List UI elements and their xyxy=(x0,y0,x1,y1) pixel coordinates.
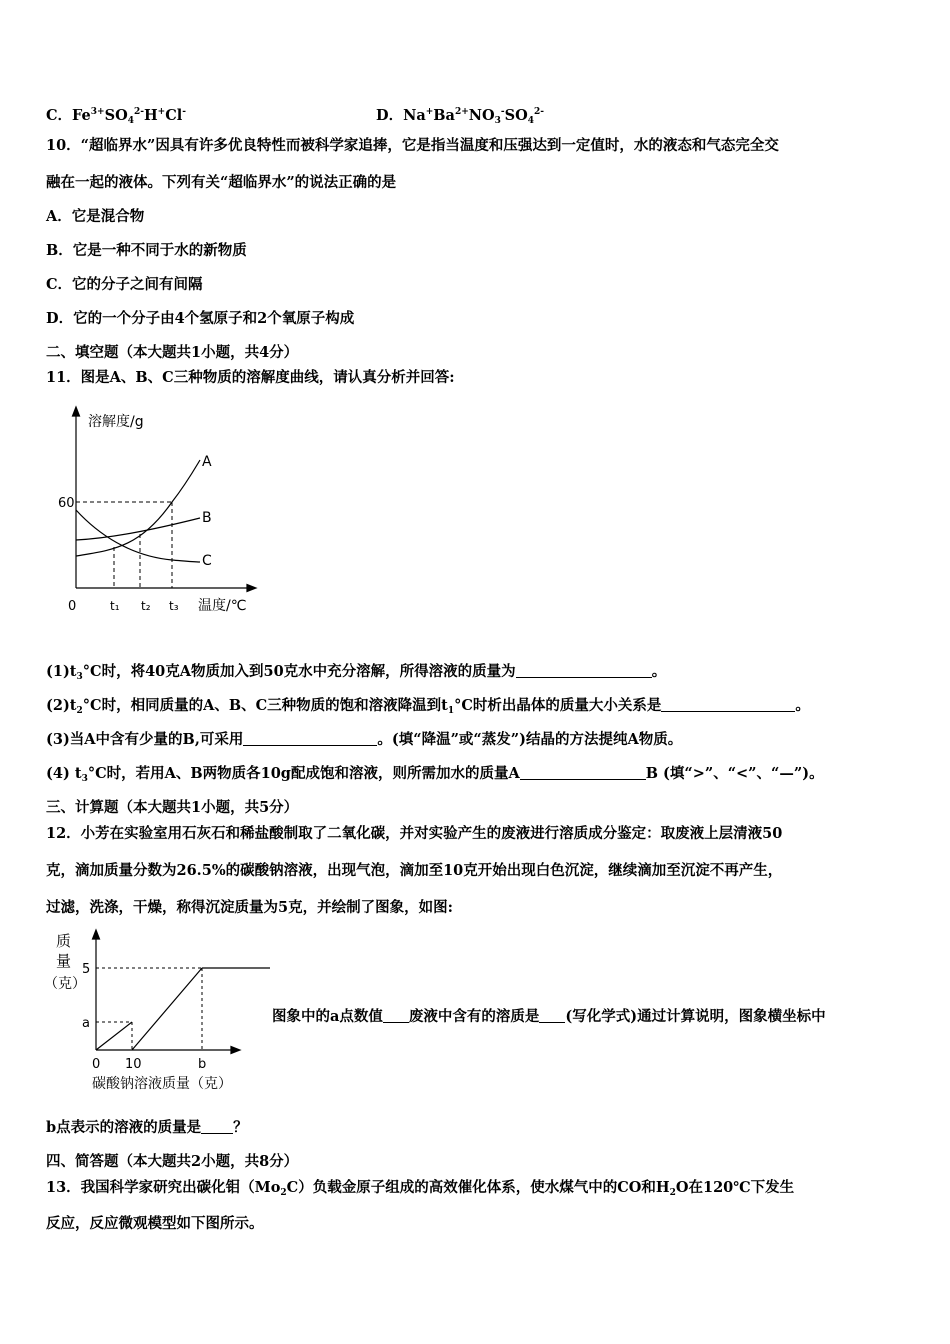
x-tick-t3: t₃ xyxy=(169,599,179,613)
section-heading-calculation: 三、计算题（本大题共1小题，共5分） xyxy=(46,799,299,816)
section-heading-fill-in: 二、填空题（本大题共1小题，共4分） xyxy=(46,344,299,361)
formula-subscript: 3 xyxy=(494,116,501,126)
x-axis-arrow xyxy=(247,585,256,592)
x-axis-arrow xyxy=(231,1047,240,1054)
formula-symbol: Cl xyxy=(165,107,183,124)
formula-symbol: NO xyxy=(468,107,495,124)
x-axis-label: 碳酸钠溶液质量（克） xyxy=(92,1076,232,1092)
q9-option-d xyxy=(376,104,544,125)
y-axis-label: 溶解度/g xyxy=(88,414,144,430)
q11-part-2: $(2)t_2^\circ C$时，相同质量的A、B、C三种物质的饱和溶液降温到$t_1^\circ C$时析出晶体的质量大小关系是 。 xyxy=(46,697,810,716)
formula-superscript: + xyxy=(157,107,166,117)
q13-stem-line2: 反应，反应微观模型如下图所示。 xyxy=(46,1215,264,1232)
formula-symbol: Fe xyxy=(72,107,91,124)
option-letter: D． xyxy=(376,107,404,124)
q10-option-d: D．它的一个分子由4个氢原子和2个氧原子构成 xyxy=(46,310,355,327)
q11-stem: 11．图是A、B、C三种物质的溶解度曲线，请认真分析并回答: xyxy=(46,369,455,386)
q10-option-c: C．它的分子之间有间隔 xyxy=(46,276,203,293)
formula-symbol: Na xyxy=(403,107,426,124)
formula-superscript: + xyxy=(425,107,434,117)
x-tick-b: b xyxy=(198,1057,207,1072)
formula-subscript: 4 xyxy=(527,116,535,126)
formula-symbol: SO xyxy=(104,107,128,124)
q12-stem-line3: 过滤，洗涤，干燥，称得沉淀质量为5克，并绘制了图象，如图: xyxy=(46,899,453,916)
formula-superscript: 2+ xyxy=(454,107,469,117)
formula-symbol: H xyxy=(143,107,158,124)
q12-stem-line1: 12．小芳在实验室用石灰石和稀盐酸制取了二氧化碳，并对实验产生的废液进行溶质成分鉴定：取废液上层清液50 xyxy=(46,825,783,842)
answer-blank[interactable] xyxy=(539,1008,565,1023)
q11-part-1: $(1)t_3^\circ C$时，将40克A物质加入到50克水中充分溶解，所得溶液的质量为 。 xyxy=(46,663,667,682)
y-axis-label-3: （克） xyxy=(44,976,86,992)
q10-stem-line2: 融在一起的液体。下列有关“超临界水”的说法正确的是 xyxy=(46,174,397,191)
x-tick-t1: t₁ xyxy=(110,599,120,613)
q12-stem-line2: 克，滴加质量分数为26.5%的碳酸钠溶液，出现气泡，滴加至10克开始出现白色沉淀，继续滴加至沉淀不再产生， xyxy=(46,862,783,879)
formula-symbol: SO xyxy=(504,107,528,124)
q12-side-text: 图象中的a点数值 废液中含有的溶质是 (写化学式)通过计算说明，图象横坐标中 xyxy=(272,1008,826,1025)
y-tick-5: 5 xyxy=(82,962,91,977)
q10-stem-line1: 10．“超临界水”因具有许多优良特性而被科学家追捧，它是指当温度和压强达到一定值时，水的液态和气态完全交 xyxy=(46,137,779,154)
answer-blank[interactable] xyxy=(661,697,795,712)
precipitate-mass-graph xyxy=(44,926,274,1098)
solubility-curve-graph xyxy=(52,404,264,620)
x-tick-t2: t₂ xyxy=(141,599,151,613)
y-axis-label-2: 量 xyxy=(56,952,72,970)
formula-symbol: Ba xyxy=(433,107,455,124)
segment-gas xyxy=(96,1022,132,1050)
q9-option-c xyxy=(46,104,186,125)
q11-part-4: (4) $t_3^\circ C$时，若用A、B两物质各10g配成饱和溶液，则所需加水的质量A B (填“>”、“<”、“—”)。 xyxy=(46,765,824,784)
y-axis-label-1: 质 xyxy=(56,932,72,950)
curve-c-label: C xyxy=(202,553,212,569)
curve-b-label: B xyxy=(202,510,212,526)
q10-option-b: B．它是一种不同于水的新物质 xyxy=(46,242,247,259)
answer-blank[interactable] xyxy=(383,1008,409,1023)
origin-label: 0 xyxy=(92,1057,101,1072)
q13-stem-line1: 13．我国科学家研究出碳化钼$(Mo_2C)$负载金原子组成的高效催化体系，使水煤气中的CO和$H_2O$在120℃下发生 xyxy=(46,1179,795,1198)
q10-option-a: A．它是混合物 xyxy=(46,208,145,225)
q11-part-3: (3)当A中含有少量的B,可采用 。(填“降温”或“蒸发”)结晶的方法提纯A物质。 xyxy=(46,731,683,748)
y-tick-60: 60 xyxy=(58,496,75,511)
x-axis-label: 温度/℃ xyxy=(198,598,247,614)
q12-stem-line4: b点表示的溶液的质量是 ？ xyxy=(46,1119,248,1136)
formula-superscript: 2- xyxy=(133,107,144,117)
formula-subscript: 4 xyxy=(127,116,134,126)
formula-superscript: 2- xyxy=(534,107,545,117)
y-axis-arrow xyxy=(93,930,100,939)
answer-blank[interactable] xyxy=(201,1119,233,1134)
answer-blank[interactable] xyxy=(243,731,377,746)
formula-superscript: - xyxy=(182,107,187,117)
answer-blank[interactable] xyxy=(520,765,646,780)
q9-option-c-formula xyxy=(72,107,186,124)
formula-superscript: 3+ xyxy=(90,107,105,117)
answer-blank[interactable] xyxy=(516,663,652,678)
curve-a-label: A xyxy=(202,454,212,470)
option-letter: C． xyxy=(46,107,73,124)
formula-superscript: - xyxy=(500,107,505,117)
y-tick-a: a xyxy=(82,1016,90,1031)
origin-label: 0 xyxy=(68,599,77,614)
curve-c xyxy=(76,510,200,562)
segment-precipitate xyxy=(132,968,202,1050)
section-heading-short-answer: 四、简答题（本大题共2小题，共8分） xyxy=(46,1153,299,1170)
curve-a xyxy=(76,460,200,556)
y-axis-arrow xyxy=(73,407,80,416)
x-tick-10: 10 xyxy=(125,1057,142,1072)
q9-option-d-formula xyxy=(403,107,544,124)
